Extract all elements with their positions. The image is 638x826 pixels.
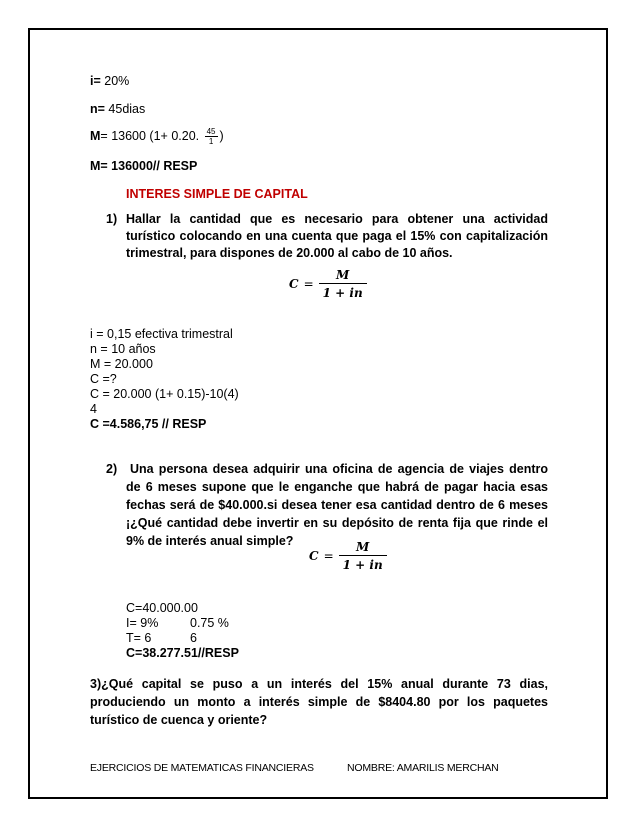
problem2-number: 2) (106, 462, 118, 476)
problem1-work-6: 4 (90, 402, 97, 416)
line-n (90, 102, 145, 117)
problem1-line2: turístico colocando en una cuenta que paga el 15% con capitalización (126, 229, 548, 243)
problem3-line1: 3)¿Qué capital se puso a un interés del 15% anual durante 73 dias, (90, 677, 548, 691)
formula1-eq: = (303, 277, 314, 291)
problem1-answer: C =4.586,75 // RESP (90, 417, 207, 431)
formula2-eq: = (323, 549, 334, 563)
problem2-work-3-extra: 6 (190, 631, 197, 645)
m1-label: M (90, 129, 101, 143)
n-label: n= (90, 102, 105, 116)
problem2-line5: 9% de interés anual simple? (126, 534, 294, 548)
problem2-line3: fechas será de $40.000.si desea tener esa cantidad dentro de 6 meses (126, 498, 548, 512)
formula1-lhs: C (289, 277, 299, 291)
problem1-work-4: C =? (90, 372, 117, 386)
formula2-lhs: C (309, 549, 319, 563)
line-i (90, 74, 129, 89)
section-title: INTERES SIMPLE DE CAPITAL (126, 187, 308, 201)
formula2-den: 1 + in (342, 558, 383, 572)
line-m2: M= 136000// RESP (90, 159, 198, 173)
footer-name: NOMBRE: AMARILIS MERCHAN (347, 762, 499, 774)
i-label: i= (90, 74, 101, 88)
problem1-work-5: C = 20.000 (1+ 0.15)-10(4) (90, 387, 239, 401)
problem2-work-2-extra: 0.75 % (190, 616, 229, 630)
i-value: 20% (100, 74, 130, 88)
problem2-line2: de 6 meses supone que le enganche que habrá de pagar hacia esas (126, 480, 548, 494)
m1-fraction-den: 1 (208, 137, 214, 147)
problem2-work-2-label: I= 9% (126, 616, 159, 630)
formula2-fraction (339, 540, 387, 572)
formula2-num: M (339, 540, 387, 556)
line-m1 (90, 126, 224, 146)
formula1-num: M (319, 268, 367, 284)
problem2-work-3-label: T= 6 (126, 631, 152, 645)
m1-fraction-num: 45 (206, 127, 216, 137)
problem2-answer: C=38.277.51//RESP (126, 646, 239, 660)
problem2-work-1: C=40.000.00 (126, 601, 198, 615)
problem1-line3: trimestral, para dispones de 20.000 al cabo de 10 años. (126, 246, 453, 260)
problem2-line1: Una persona desea adquirir una oficina de agencia de viajes dentro (130, 462, 548, 476)
m1-fraction (205, 127, 218, 146)
problem1-formula (289, 268, 367, 300)
footer-course: EJERCICIOS DE MATEMATICAS FINANCIERAS (90, 762, 314, 774)
problem2-line4: ¡¿Qué cantidad debe invertir en su depósito de renta fija que rinde el (126, 516, 548, 530)
n-value: 45dias (104, 102, 146, 116)
formula1-fraction (319, 268, 367, 300)
problem1-work-2: n = 10 años (90, 342, 156, 356)
m1-post: ) (219, 129, 224, 143)
problem1-line1: Hallar la cantidad que es necesario para obtener una actividad (126, 212, 548, 226)
problem1-work-3: M = 20.000 (90, 357, 153, 371)
problem1-work-1: i = 0,15 efectiva trimestral (90, 327, 233, 341)
problem1-number: 1) (106, 212, 118, 226)
problem2-work-2 (126, 616, 158, 631)
problem3-line3: turístico de cuenca y oriente? (90, 713, 268, 727)
problem3-line2: produciendo un monto a interés simple de $8404.80 por los paquetes (90, 695, 548, 709)
problem2-formula (309, 540, 387, 572)
formula1-den: 1 + in (322, 286, 363, 300)
m1-pre: = 13600 (1+ 0.20. (100, 129, 200, 143)
